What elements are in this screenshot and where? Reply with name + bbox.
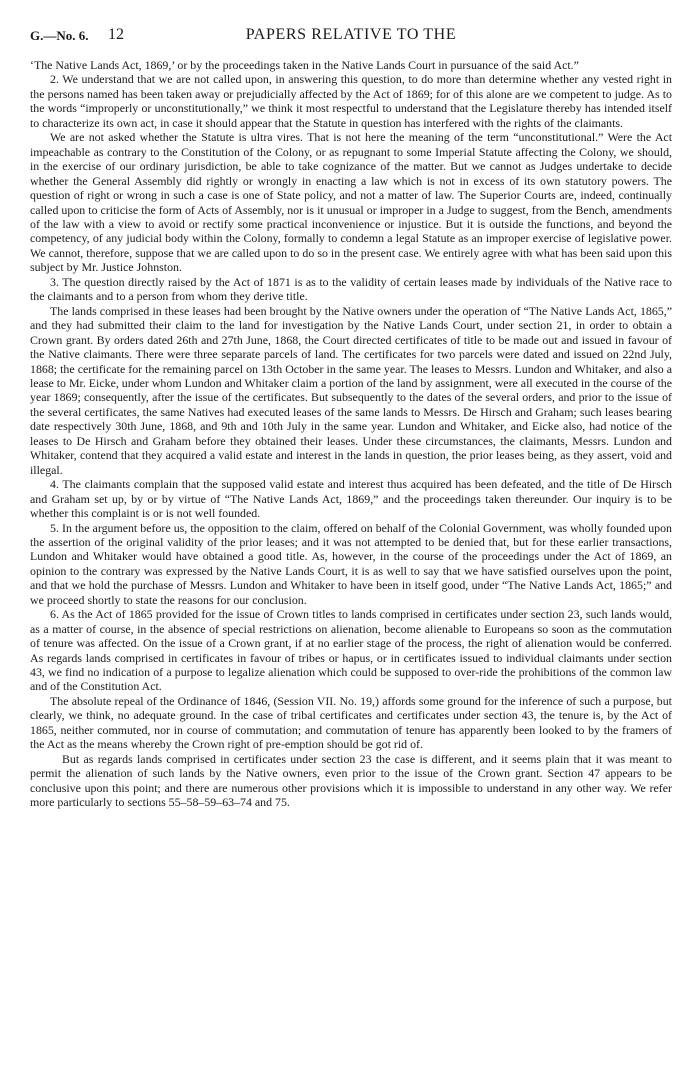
paragraph-continuation: ‘The Native Lands Act, 1869,’ or by the proceedings taken in the Native Lands Court in pursuance of the said Act.” [30, 58, 579, 72]
paragraph-lands-comprised: The lands comprised in these leases had been brought by the Native owners under the operation of “The Native Lands Act, 1865,” and they had submitted their claim to the land for investigation by the Native Lands Court, under section 21, in order to obtain a Crown grant. By orders dated 26th and 27th June, 1868, the Court directed certificates of title to be made out and issued in favour of the Native claimants. There were three separate parcels of land. The certificates for two parcels were dated and issued on 22nd July, 1868; the certificate for the remaining parcel on 13th October in the same year. The leases to Messrs. Lundon and Whitaker, and also a lease to Mr. Eicke, under whom Lundon and Whitaker claim a portion of the land by assignment, were all executed in the course of the year 1869; consequently, after the issue of the certificates. But subsequently to the dates of the several orders, and prior to the issue of the several certificates, the same Natives had executed leases of the same lands to Messrs. De Hirsch and Graham; such leases bearing date respectively 30th June, 1868, and 9th and 10th July in the same year. Lundon and Whitaker, and Eicke also, had notice of the leases to De Hirsch and Graham before they obtained their leases. Under these circumstances, the claimants, Messrs. Lundon and Whitaker, contend that they acquired a valid estate and interest in the lands in question, the prior leases being, as they assert, void and illegal. [30, 303, 673, 477]
paragraph-ultra-vires: We are not asked whether the Statute is ultra vires. That is not here the meaning of the term “unconstitutional.” Were the Act impeachable as contrary to the Constitution of the Colony, or as repugnant to some Imperial Statute affecting the Colony, we should, in the exercise of our ordinary jurisdiction, be able to take cognizance of the matter. But we cannot as Judges undertake to decide whether the General Assembly did rightly or wrongly in enacting a law which is not in excess of its own statutory powers. The question of right or wrong in such a case is one of State policy, and not a matter of law. The Superior Courts are, indeed, continually called upon to criticise the form of Acts of Assembly, nor is it unusual or improper in a Judge to suggest, from the Bench, amendments of the law with a view to avoid or rectify some practical inconvenience or injustice. But it is outside the functions, and beyond the competency, of any judicial body within the Colony, formally to condemn a legal Statute as an improper exercise of legislative power. We cannot, therefore, suppose that we are called upon to do so in the present case. We entirely agree with what has been said upon this subject by Mr. Justice Johnston. [30, 130, 672, 275]
paragraph-2: 2. We understand that we are not called upon, in answering this question, to do more than determine whether any vested right in the persons named has been taken away or prejudicially affected by the Act of 1869; for of this alone are we competent to judge. As to the words “improperly or unconstitutionally,” we think it most respectful to understand that the Legislature thereby has intended itself to characterize its own act, in case it should appear that the Statute in question has interfered with the rights of the claimants. [30, 72, 672, 130]
paragraph-4: 4. The claimants complain that the supposed valid estate and interest thus acquired has been defeated, and the title of De Hirsch and Graham set up, by or by virtue of “The Native Lands Act, 1869,” and the proceedings taken thereunder. Our inquiry is to be whether this complaint is or is not well founded. [30, 477, 672, 521]
running-title: PAPERS RELATIVE TO THE [245, 26, 457, 43]
paragraph-3: 3. The question directly raised by the Act of 1871 is as to the validity of certain leases made by individuals of the Native race to the claimants and to a person from whom they derive title. [30, 274, 672, 304]
page-number: 12 [108, 26, 124, 43]
page-header [30, 28, 672, 58]
document-reference: G.—No. 6. [30, 28, 89, 43]
paragraph-section-23: But as regards lands comprised in certificates under section 23 the case is different, and it seems plain that it was meant to permit the alienation of such lands by the Native owners, even prior to the issue of the Crown grant. Section 47 appears to be conclusive upon this point; and there are numerous other provisions which it is impossible to understand in any other way. We refer more particularly to sections 55–58–59–63–74 and 75. [30, 751, 672, 810]
paragraph-5: 5. In the argument before us, the opposition to the claim, offered on behalf of the Colonial Government, was wholly founded upon the assertion of the original validity of the prior leases; and it was not attempted to be denied that, but for these earlier transactions, Lundon and Whitaker would have obtained a good title. As, however, in the course of the proceedings under the Act of 1869, an opinion to the contrary was expressed by the Native Lands Court, it is as well to say that we have satisfied ourselves upon the point, and that we hold the purchase of Messrs. Lundon and Whitaker to have been in itself good, under “The Native Lands Act, 1865;” and we proceed shortly to state the reasons for our conclusion. [30, 520, 672, 607]
document-body [30, 58, 672, 810]
paragraph-absolute-repeal: The absolute repeal of the Ordinance of 1846, (Session VII. No. 19,) affords some ground for the inference of such a purpose, but clearly, we think, no adequate ground. In the case of tribal certificates and certificates under section 43, the tenure is, by the Act of 1865, neither commuted, nor in course of commutation; and commutation of tenure has apparently been looked to by the framers of the Act as the means whereby the Crown right of pre-emption should be got rid of. [30, 693, 672, 752]
paragraph-6: 6. As the Act of 1865 provided for the issue of Crown titles to lands comprised in certificates under section 23, such lands would, as a matter of course, in the absence of special restrictions on alienation, become alienable to Europeans so soon as the commutation of tenure was affected. On the issue of a Crown grant, if at no earlier stage of the process, the right of alienation would be conferred. As regards lands comprised in certificates in favour of tribes or hapus, or in certificates issued to individual claimants under section 43, we find no indication of a purpose to legalize alienation which could be supposed to over-ride the prohibitions of the common law and of the Constitution Act. [30, 607, 672, 694]
